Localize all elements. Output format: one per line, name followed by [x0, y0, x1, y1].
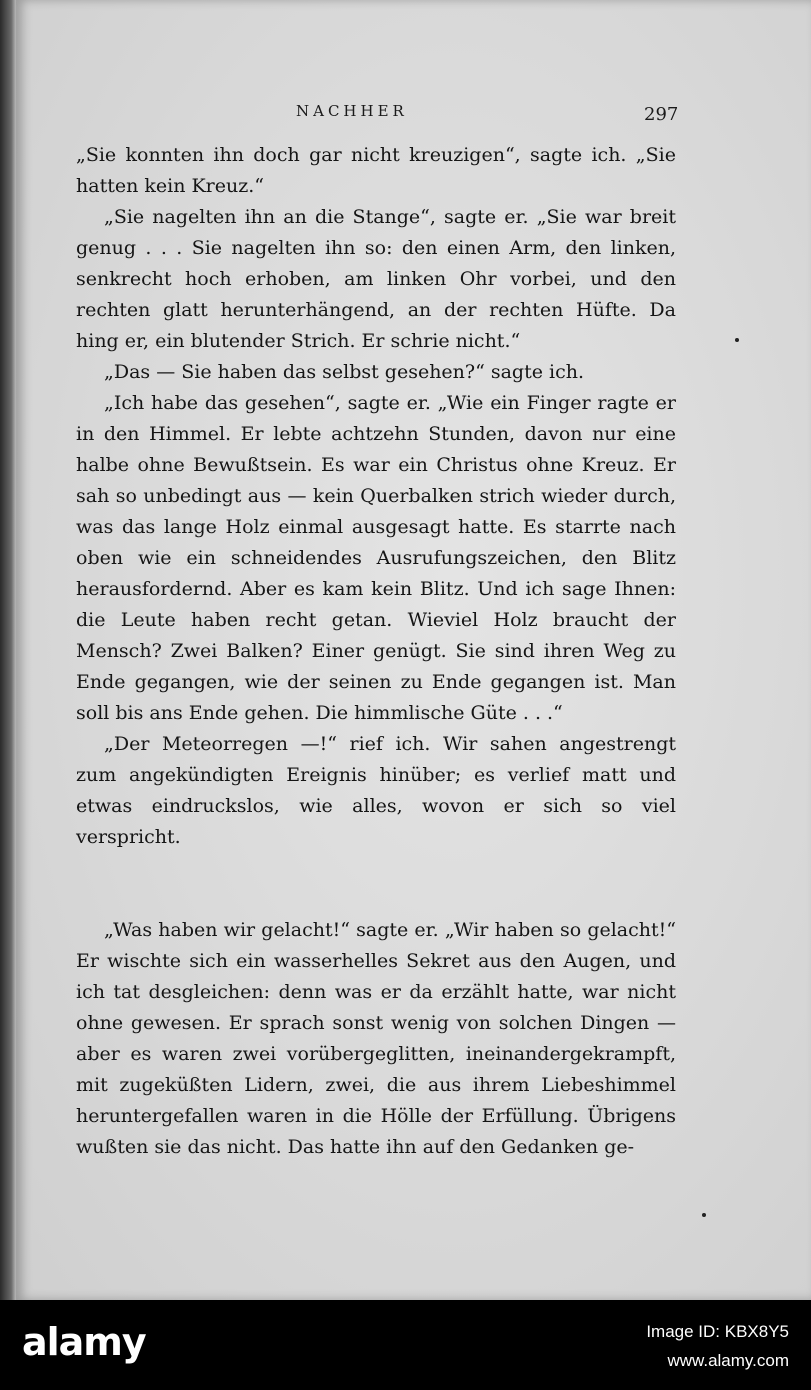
footer-url: www.alamy.com	[667, 1351, 789, 1370]
paragraph: „Der Meteorregen —!“ rief ich. Wir sahen angestrengt zum angekündigten Ereignis hinüber; es verlief matt und etwas eindruckslos, wie alles, wovon er sich so viel verspricht.	[76, 733, 676, 848]
stock-photo-footer	[0, 1300, 811, 1390]
paragraph: „Sie nagelten ihn an die Stange“, sagte er. „Sie war breit genug . . . Sie nagelten ihn so: den einen Arm, den linken, senkrecht hoch erhoben, am linken Ohr vorbei, und den rechten glatt herunterhängend, an der rechten Hüfte. Da hing er, ein blutender Strich. Er schrie nicht.“	[76, 206, 676, 352]
paragraph: „Das — Sie haben das selbst gesehen?“ sagte ich.	[104, 361, 585, 383]
page-number: 297	[644, 104, 679, 125]
paragraph: „Sie konnten ihn doch gar nicht kreuzigen“, sagte ich. „Sie hatten kein Kreuz.“	[76, 144, 676, 197]
running-title: NACHHER	[296, 102, 408, 120]
paper-speck	[702, 1213, 706, 1217]
alamy-logo: alamy	[22, 1320, 146, 1364]
paper-speck	[735, 338, 739, 342]
image-id-label: Image ID: KBX8Y5	[646, 1322, 789, 1341]
book-page	[16, 0, 811, 1300]
text-body	[76, 140, 676, 1163]
section-break	[76, 853, 676, 915]
paragraph: „Ich habe das gesehen“, sagte er. „Wie ein Finger ragte er in den Himmel. Er lebte achtzehn Stunden, davon nur eine halbe ohne Bewußtsein. Es war ein Christus ohne Kreuz. Er sah so unbedingt aus — kein Querbalken strich wieder durch, was das lange Holz einmal ausgesagt hatte. Es starrte nach oben wie ein schneidendes Ausrufungszeichen, den Blitz herausfordernd. Aber es kam kein Blitz. Und ich sage Ihnen: die Leute haben recht getan. Wieviel Holz braucht der Mensch? Zwei Balken? Einer genügt. Sie sind ihren Weg zu Ende gegangen, wie der seinen zu Ende gegangen ist. Man soll bis ans Ende gehen. Die himmlische Güte . . .“	[76, 392, 676, 724]
book-spine-shadow	[0, 0, 16, 1300]
paragraph: „Was haben wir gelacht!“ sagte er. „Wir haben so gelacht!“ Er wischte sich ein wasserhelles Sekret aus den Augen, und ich tat desgleichen: denn was er da erzählt hatte, war nicht ohne gewesen. Er sprach sonst wenig von solchen Dingen — aber es waren zwei vorübergeglitten, ineinandergekrampft, mit zugeküßten Lidern, zwei, die aus ihrem Liebeshimmel heruntergefallen waren in die Hölle der Erfüllung. Übrigens wußten sie das nicht. Das hatte ihn auf den Gedanken ge-	[76, 919, 676, 1158]
